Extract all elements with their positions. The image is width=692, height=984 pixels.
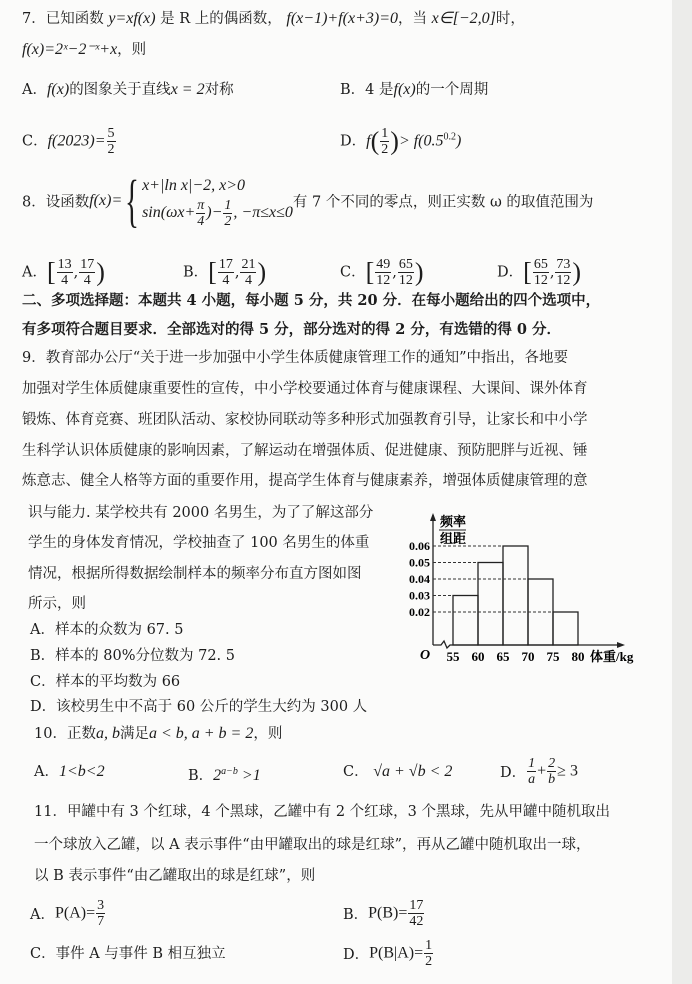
x-tick-label: 55 xyxy=(446,649,460,664)
y-axis-label-denominator: 组距 xyxy=(440,531,467,546)
x-tick-label: 75 xyxy=(546,649,560,664)
histogram-bar xyxy=(503,546,528,645)
option-text: 的一个周期 xyxy=(415,82,489,98)
x-tick-label: 65 xyxy=(496,649,510,664)
q9-option-b: B．样本的 80%分位数为 72. 5 xyxy=(30,648,235,664)
option-label: B． xyxy=(340,82,366,98)
q9-line: 生科学认识体质健康的影响因素，了解运动在增强体质、促进健康、预防肥胖与近视、锤 xyxy=(22,443,588,459)
x-tick-label: 70 xyxy=(521,649,535,664)
q10-option-b: B．$2^{a-b} >1$ xyxy=(188,766,261,784)
y-tick-label: 0.03 xyxy=(409,588,430,603)
q7-number: 7．已知函数 xyxy=(22,11,104,27)
x-tick-label: 80 xyxy=(571,649,585,664)
q8-stem xyxy=(22,168,594,233)
q9-line: 加强对学生体质健康重要性的宣传，中小学校要通过体育与健康课程、大课间、课外体育 xyxy=(22,381,588,397)
option-label: A． xyxy=(22,82,47,98)
q11-line: 11．甲罐中有 3 个红球，4 个黑球，乙罐中有 2 个红球，3 个黑球，先从甲罐中随机取出 xyxy=(34,804,611,820)
q11-option-c: C．事件 A 与事件 B 相互独立 xyxy=(30,946,226,962)
q8-text: 有 7 个不同的零点，则正实数 ω 的取值范围为 xyxy=(292,194,594,211)
q9-line: 锻炼、体育竞赛、班团队活动、家校协同联动等多种形式加强教育引导，让家长和中小学 xyxy=(22,412,588,428)
q7-option-d: D．f( $\frac{1}{2}$ )> $f(0.5^{0.2})$ xyxy=(340,126,462,157)
q7-stem xyxy=(22,9,525,29)
q11-line: 以 B 表示事件“由乙罐取出的球是红球”，则 xyxy=(34,868,316,884)
option-expr: ) xyxy=(456,132,462,150)
q8-number: 8．设函数 xyxy=(22,194,90,211)
q9-option-a: A．样本的众数为 67. 5 xyxy=(30,622,184,638)
q7-option-b xyxy=(340,80,488,100)
q7-expr: y=xf(x) xyxy=(108,10,156,27)
x-axis-arrow xyxy=(617,642,625,648)
q7-text: ，则 xyxy=(117,42,147,58)
brace: { xyxy=(125,168,140,233)
option-label: D． xyxy=(340,133,367,150)
q9-option-d: D．该校男生中不高于 60 公斤的学生大约为 300 人 xyxy=(30,699,368,715)
option-label: C． xyxy=(22,133,48,150)
x-axis xyxy=(433,641,620,648)
y-tick-label: 0.04 xyxy=(409,572,430,586)
q7-text: 是 R 上的偶函数， xyxy=(160,11,282,27)
option-expr: f(x) xyxy=(393,81,416,98)
q7-stem-line2 xyxy=(22,40,146,60)
q7-expr: f(x)=2ˣ−2⁻ˣ+x xyxy=(22,41,118,58)
q9-line: 识与能力. 某学校共有 2000 名男生，为了了解这部分 xyxy=(28,505,374,521)
case-1: x+|ln x|−2, x>0 xyxy=(142,176,246,194)
page-edge xyxy=(672,0,692,984)
q10-option-a: A．1<b<2 xyxy=(34,763,105,780)
q9-line: 学生的身体发育情况，学校抽查了 100 名男生的体重 xyxy=(28,535,370,551)
q9-line: 情况，根据所得数据绘制样本的频率分布直方图如图 xyxy=(28,566,362,582)
q8-option-d: D．[ $\frac{65}{12}$ , $\frac{73}{12}$ ) xyxy=(497,257,582,288)
section-instructions: 有多项符合题目要求．全部选对的得 5 分，部分选对的得 2 分，有选错的得 0 分． xyxy=(22,321,562,338)
q8-expr: f(x)= xyxy=(89,192,123,209)
section-heading: 二、多项选择题：本题共 4 小题，每小题 5 分，共 20 分．在每小题给出的四个选项中， xyxy=(22,292,601,309)
y-axis-label-numerator: 频率 xyxy=(440,514,467,529)
q7-option-c xyxy=(22,126,117,157)
q9-line: 9．教育部办公厅“关于进一步加强中小学生体质健康管理工作的通知”中指出，各地要 xyxy=(22,350,569,366)
q8-option-b: B．[ $\frac{17}{4}$ , $\frac{21}{4}$ ) xyxy=(183,257,267,288)
q11-option-b: B．P(B)= $\frac{17}{42}$ xyxy=(343,898,424,929)
q8-option-c: C．[ $\frac{49}{12}$ , $\frac{65}{12}$ ) xyxy=(340,257,424,288)
q9-option-c: C．样本的平均数为 66 xyxy=(30,674,181,690)
q11-line: 一个球放入乙罐，以 A 表示事件“由甲罐取出的球是红球”，再从乙罐中随机取出一球， xyxy=(34,837,591,853)
q7-option-a xyxy=(22,80,234,100)
q7-expr: x∈[−2,0] xyxy=(431,10,496,27)
option-text: 4 是 xyxy=(365,82,394,98)
option-expr: f xyxy=(366,132,371,150)
q9-line: 所示，则 xyxy=(28,596,86,612)
option-expr: f(2023)= xyxy=(47,132,106,150)
option-text: 的图象关于直线 xyxy=(69,82,171,98)
fraction: $\frac{5}{2}$ xyxy=(107,126,115,157)
q10-option-c: C． √a + √b < 2 xyxy=(343,763,453,780)
y-tick-label: 0.02 xyxy=(409,605,430,619)
option-text: 对称 xyxy=(204,82,234,98)
q10-option-d: D． $\frac{1}{a}$ + $\frac{2}{b}$ ≥ 3 xyxy=(500,756,578,787)
histogram-bar xyxy=(478,563,503,646)
x-tick-label: 60 xyxy=(471,649,485,664)
fraction: $\frac{1}{2}$ xyxy=(381,126,389,157)
q7-expr: f(x−1)+f(x+3)=0 xyxy=(286,10,398,27)
histogram-bar xyxy=(453,596,478,646)
option-expr: f(x) xyxy=(46,81,70,98)
piecewise-cases xyxy=(142,174,293,229)
q9-line: 炼意志、健全人格等方面的重要作用，提高学生体育与健康素养，增强体质健康管理的意 xyxy=(22,473,588,489)
origin-label: O xyxy=(420,648,431,663)
histogram-bar xyxy=(553,612,578,645)
option-expr: x = 2 xyxy=(170,81,205,98)
y-axis-arrow xyxy=(430,513,436,521)
q7-text: ，当 xyxy=(398,11,427,27)
option-expr: > f(0.5 xyxy=(398,132,444,150)
q11-option-a: A．P(A)= $\frac{3}{7}$ xyxy=(30,898,105,929)
q10-stem: 10．正数a, b满足a < b, a + b = 2，则 xyxy=(34,725,283,742)
q8-option-a: A．[ $\frac{13}{4}$ , $\frac{17}{4}$ ) xyxy=(22,257,105,288)
histogram-bar xyxy=(528,579,553,645)
case-2: sin(ωx+ $\frac{\pi}{4}$ )− $\frac{1}{2}$ , −π≤x≤0 xyxy=(142,197,293,229)
exponent: 0.2 xyxy=(443,131,457,143)
q11-option-d: D．P(B|A)= $\frac{1}{2}$ xyxy=(343,938,433,969)
q7-text: 时， xyxy=(495,11,525,27)
x-axis-label: 体重/kg xyxy=(590,649,634,664)
y-tick-label: 0.05 xyxy=(409,555,430,570)
y-tick-label: 0.06 xyxy=(409,539,430,553)
